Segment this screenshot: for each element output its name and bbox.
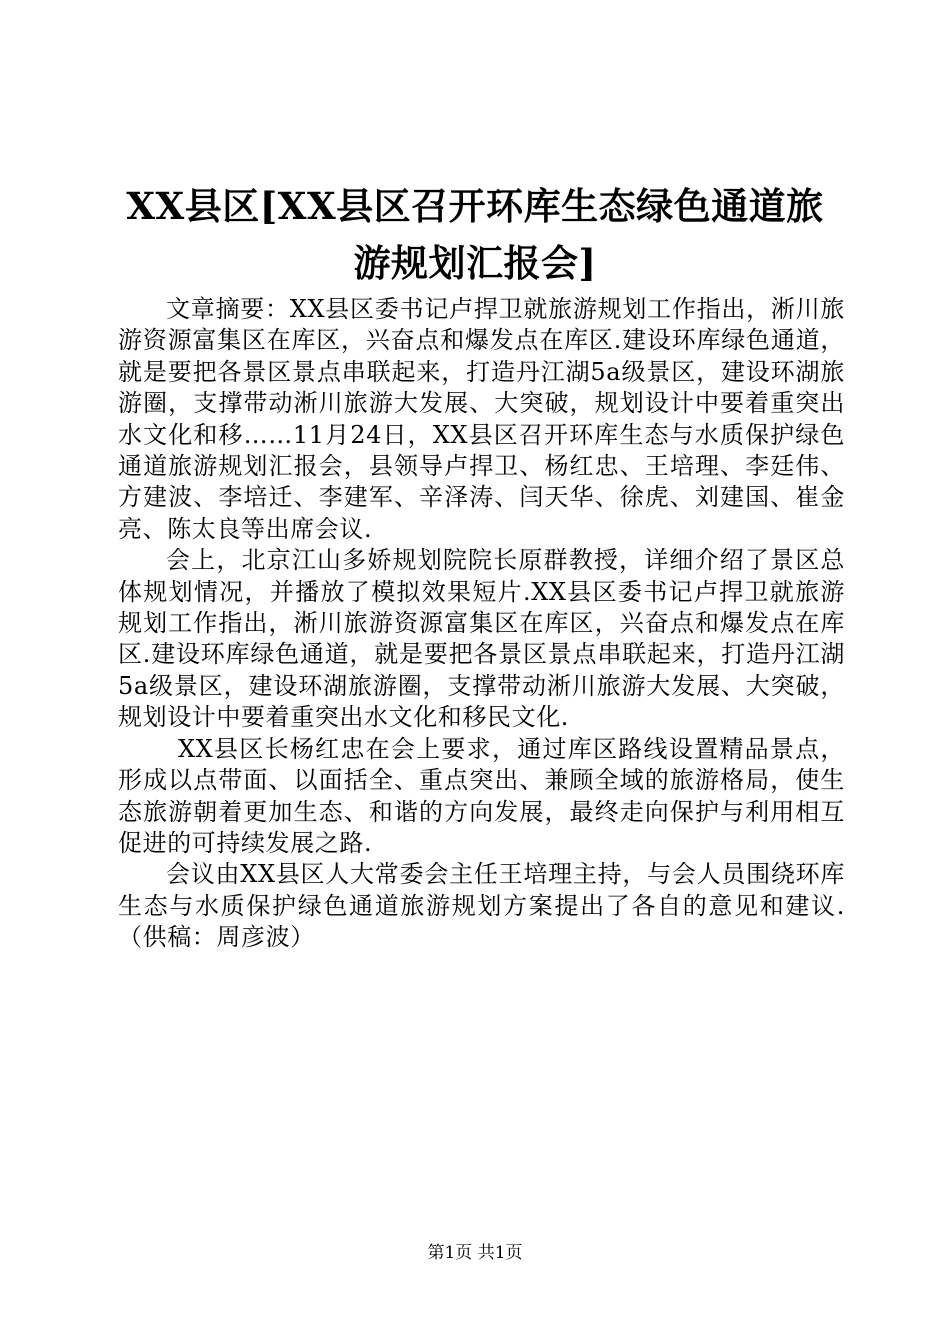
paragraph-abstract: 文章摘要：XX县区委书记卢捍卫就旅游规划工作指出，淅川旅游资源富集区在库区，兴奋点和爆发点在库区.建设环库绿色通道，就是要把各景区景点串联起来，打造丹江湖5a级景区，建设环湖旅游圈，支撑带动淅川旅游大发展、大突破，规划设计中要着重突出水文化和移……11月24日，XX县区召开环库生态与水质保护绿色通道旅游规划汇报会，县领导卢捍卫、杨红忠、王培理、李廷伟、方建波、李培迁、李建军、辛泽涛、闫天华、徐虎、刘建国、崔金亮、陈太良等出席会议. [118,295,845,543]
paragraph-meeting-host: 会议由XX县区人大常委会主任王培理主持，与会人员围绕环库生态与水质保护绿色通道旅游规划方案提出了各自的意见和建议.（供稿：周彦波） [118,860,845,952]
paragraph-county-head-requirements: XX县区长杨红忠在会上要求，通过库区路线设置精品景点，形成以点带面、以面括全、重点突出、兼顾全域的旅游格局，使生态旅游朝着更加生态、和谐的方向发展，最终走向保护与利用相互促进的可持续发展之路. [118,734,845,857]
paragraph-meeting-intro: 会上，北京江山多娇规划院院长原群教授，详细介绍了景区总体规划情况，并播放了模拟效果短片.XX县区委书记卢捍卫就旅游规划工作指出，淅川旅游资源富集区在库区，兴奋点和爆发点在库区.建设环库绿色通道，就是要把各景区景点串联起来，打造丹江湖5a级景区，建设环湖旅游圈，支撑带动淅川旅游大发展、大突破，规划设计中要着重突出水文化和移民文化. [118,546,845,732]
document-body [118,294,845,954]
page-number-footer: 第1页 共1页 [427,1243,523,1263]
document-title: XX县区[XX县区召开环库生态绿色通道旅游规划汇报会] [126,184,824,285]
